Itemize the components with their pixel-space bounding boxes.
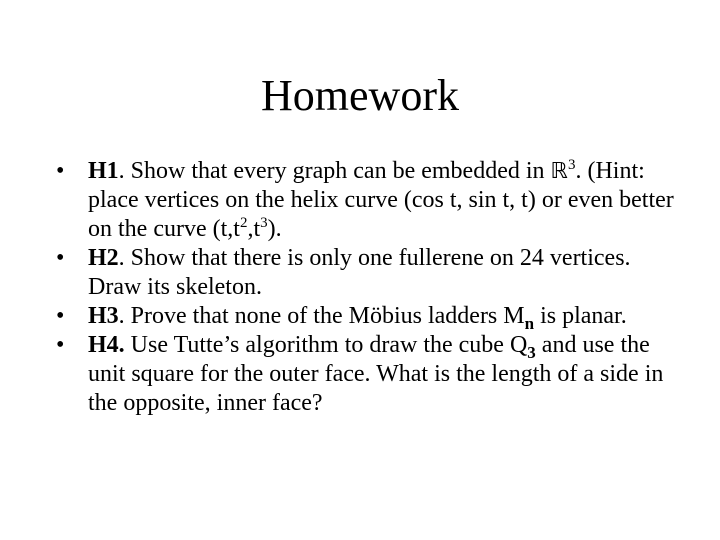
bullet-icon: •	[56, 245, 65, 271]
item-label: H3	[88, 303, 119, 329]
item-text: Use Tutte’s algorithm to draw the cube Q	[124, 332, 528, 358]
reals-exponent: 3	[567, 157, 576, 173]
item-label: H4.	[88, 332, 125, 358]
homework-item-h2	[54, 244, 684, 302]
item-text: . (Hint: place vertices on the helix curve (cos t, sin t, t) or even better on the curve (t,t	[88, 158, 674, 242]
item-text: ).	[267, 216, 282, 242]
item-label: H2	[88, 245, 119, 271]
item-text: is planar.	[534, 303, 627, 329]
homework-item-h4	[54, 331, 684, 418]
item-text: . Prove that none of the Möbius ladders M	[118, 303, 525, 329]
reals-symbol: ℝ	[550, 159, 568, 184]
homework-list	[54, 157, 684, 418]
exponent: 3	[260, 215, 268, 231]
item-text: ,t	[247, 216, 261, 242]
subscript: 3	[527, 343, 536, 362]
bullet-icon: •	[56, 332, 65, 358]
slide-title: Homework	[261, 71, 459, 120]
homework-item-h1	[54, 157, 684, 244]
item-text: . Show that every graph can be embedded in	[118, 158, 551, 184]
bullet-icon: •	[56, 303, 65, 329]
item-label: H1	[88, 158, 119, 184]
bullet-icon: •	[56, 158, 65, 184]
exponent: 2	[239, 215, 248, 231]
homework-item-h3	[54, 302, 684, 331]
subscript: n	[524, 314, 535, 333]
item-text: and use the unit square for the outer face. What is the length of a side in the opposite, inner face?	[88, 332, 664, 416]
item-text: . Show that there is only one fullerene on 24 vertices. Draw its skeleton.	[88, 245, 631, 300]
